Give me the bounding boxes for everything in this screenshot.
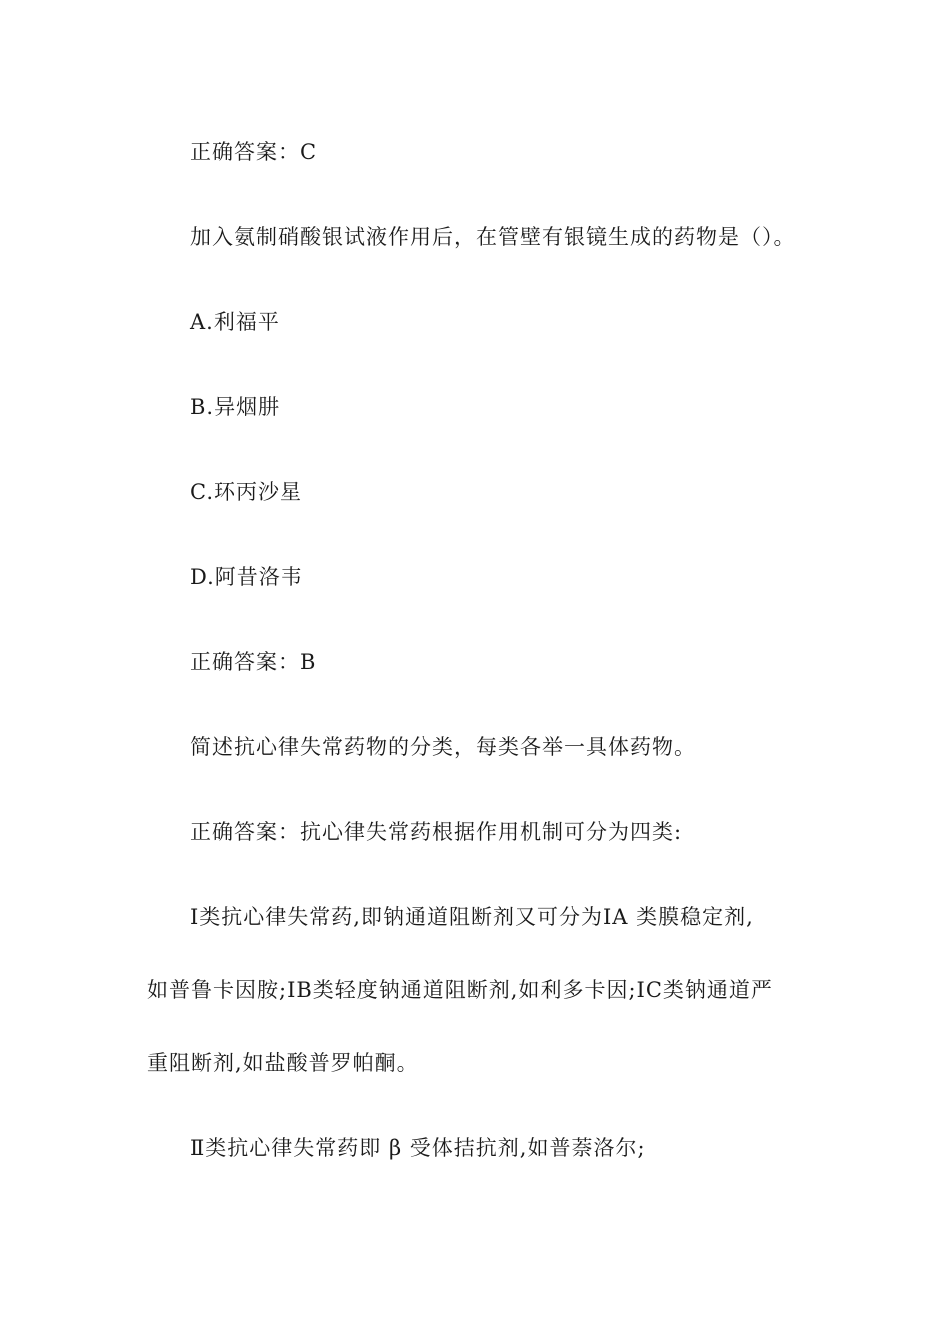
answer-line-3: 正确答案：抗心律失常药根据作用机制可分为四类: xyxy=(190,820,683,844)
class-i-paragraph-line-2: 如普鲁卡因胺;IB类轻度钠通道阻断剂,如利多卡因;IC类钠通道严 xyxy=(147,978,773,1002)
option-d: D.阿昔洛韦 xyxy=(190,565,303,589)
question-antiarrhythmic: 简述抗心律失常药物的分类，每类各举一具体药物。 xyxy=(190,735,696,759)
option-c: C.环丙沙星 xyxy=(190,480,302,504)
option-a: A.利福平 xyxy=(190,310,280,334)
option-b: B.异烟肼 xyxy=(190,395,281,419)
answer-line-1: 正确答案：C xyxy=(190,140,318,164)
class-i-paragraph-line-3: 重阻断剂,如盐酸普罗帕酮。 xyxy=(147,1051,419,1075)
question-silver-mirror: 加入氨制硝酸银试液作用后，在管壁有银镜生成的药物是（）。 xyxy=(190,225,796,249)
class-ii-paragraph: Ⅱ类抗心律失常药即 β 受体拮抗剂,如普萘洛尔; xyxy=(190,1136,646,1160)
answer-line-2: 正确答案：B xyxy=(190,650,317,674)
class-i-paragraph-line-1: Ⅰ类抗心律失常药,即钠通道阻断剂又可分为IA 类膜稳定剂, xyxy=(190,905,754,929)
